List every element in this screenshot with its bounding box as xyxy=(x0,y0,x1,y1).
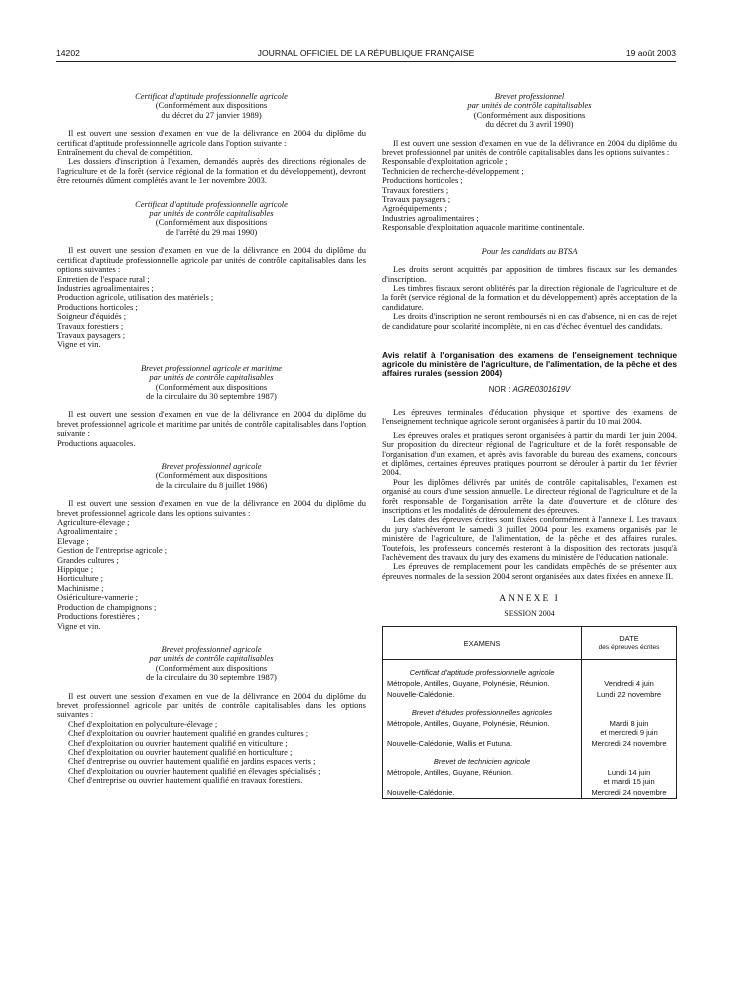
annexe-session: SESSION 2004 xyxy=(504,608,555,618)
column-header-date-line: des épreuves écrites xyxy=(598,644,660,652)
list-item: Travaux forestiers ; xyxy=(57,320,124,331)
column-header-exams: EXAMENS xyxy=(383,627,582,660)
date-cell: Mercredi 24 novembre xyxy=(591,788,667,798)
list-item: Entraînement du cheval de compétition. xyxy=(57,147,193,158)
list-item: Horticulture ; xyxy=(57,573,104,584)
nor-label: NOR : xyxy=(488,384,511,394)
section-subtitle: par unités de contrôle capitalisables xyxy=(467,100,592,111)
section-subtitle: par unités de contrôle capitalisables xyxy=(149,653,274,664)
section-btsa xyxy=(382,247,677,331)
column-header-date xyxy=(582,627,677,660)
date-cell xyxy=(582,767,677,787)
list-item: Gestion de l'entreprise agricole ; xyxy=(57,545,168,556)
exam-dates-table xyxy=(382,626,677,799)
list-item: Vigne et vin. xyxy=(57,620,101,631)
exam-cell: Nouvelle-Calédonie. xyxy=(383,787,582,799)
exam-cell: Métropole, Antilles, Guyane, Réunion. xyxy=(383,767,582,787)
list-item: Vigne et vin. xyxy=(57,339,101,350)
date-line: Lundi 14 juin xyxy=(607,768,651,778)
list-item: Production de champignons ; xyxy=(57,601,157,612)
table-row xyxy=(383,718,677,738)
section-subtitle: par unités de contrôle capitalisables xyxy=(149,372,274,383)
list-item: Hippique ; xyxy=(57,564,94,575)
paragraph: Les épreuves orales et pratiques seront organisées à partir du mardi 1er juin 2004. Sur proposition du directeur régional de l'agriculture et de la forêt responsable de l'organisation d'un examen, et après avis favorable du bureau des examens, concours et diplômes, certaines épreuves pratiques pourront se dérouler à partir du 1er février 2004. xyxy=(382,429,677,478)
page-number: 14202 xyxy=(56,48,80,58)
paragraph: Pour les diplômes délivrés par unités de contrôle capitalisables, l'examen est organisé au cours d'une session annuelle. Le directeur régional de l'agriculture et de la forêt responsable de l'organisation arrête la date d'ouverture et de clôture des inscriptions et les modalités de déroulement des épreuves. xyxy=(382,476,677,516)
list-item: Productions forestières ; xyxy=(57,611,140,622)
section-conformity: (Conformément aux dispositions xyxy=(473,109,586,120)
list-item: Travaux paysagers ; xyxy=(57,329,126,340)
list-item: Chef d'exploitation en polyculture-élevage ; xyxy=(68,718,218,729)
list-item: Grandes cultures ; xyxy=(57,554,119,565)
paragraph: Il est ouvert une session d'examen en vue de la délivrance en 2004 du diplôme du brevet professionnel par unités de contrôle capitalisables dans les options suivantes : xyxy=(382,137,677,158)
paragraph: Les droits seront acquittés par apposition de timbres fiscaux sur les demandes d'inscription. xyxy=(382,264,677,284)
list-item: Productions horticoles ; xyxy=(57,301,138,312)
section-conformity: du décret du 27 janvier 1989) xyxy=(161,109,262,120)
nor-code: AGRE0301619V xyxy=(512,384,571,394)
list-item: Productions horticoles ; xyxy=(382,175,463,186)
section-conformity: de la circulaire du 30 septembre 1987) xyxy=(146,672,277,683)
list-item: Osiériculture-vannerie ; xyxy=(57,592,138,603)
section-title: Brevet professionnel xyxy=(494,91,565,101)
date-cell xyxy=(582,749,677,767)
list-item: Industries agroalimentaires ; xyxy=(57,282,154,293)
date-line: Mardi 8 juin xyxy=(609,719,649,729)
section-bp-maritime xyxy=(57,364,366,448)
date-line: et mercredi 9 juin xyxy=(600,728,658,738)
paragraph: Il est ouvert une session d'examen en vue de la délivrance en 2004 du diplôme du certificat d'aptitude professionnelle agricole dans l'option suivante : xyxy=(57,128,366,148)
paragraph: Il est ouvert une session d'examen en vue de la délivrance en 2004 du diplôme du brevet professionnel agricole par unités de contrôle capitalisables dans les options suivantes : xyxy=(57,690,366,720)
table-row xyxy=(383,749,677,767)
list-item: Industries agroalimentaires ; xyxy=(382,212,479,223)
table-row xyxy=(383,787,677,799)
section-conformity: de la circulaire du 30 septembre 1987) xyxy=(146,390,277,401)
section-cap-ucc xyxy=(57,200,366,350)
exam-cell: Métropole, Antilles, Guyane, Polynésie, Réunion. xyxy=(383,718,582,738)
list-item: Agroéquipements ; xyxy=(382,203,447,214)
nor-reference xyxy=(382,385,677,394)
paragraph: Il est ouvert une session d'examen en vue de la délivrance en 2004 du diplôme du brevet professionnel agricole dans les options suivantes : xyxy=(57,498,366,518)
list-item: Chef d'exploitation ou ouvrier hautement qualifié en grandes cultures ; xyxy=(68,728,309,739)
section-bp-agricole-ucc xyxy=(57,645,366,786)
date-cell xyxy=(582,718,677,738)
annexe-title: ANNEXE I xyxy=(499,594,560,605)
section-conformity: (Conformément aux dispositions xyxy=(155,470,268,481)
paragraph: Les droits d'inscription ne seront remboursés ni en cas d'absence, ni en cas de rejet de candidature pour scolarité incomplète, ni en cas d'échec éventuel des candidats. xyxy=(382,311,677,331)
list-item: Production agricole, utilisation des matériels ; xyxy=(57,292,214,303)
list-item: Technicien de recherche-développement ; xyxy=(382,165,524,176)
section-bp-ucc xyxy=(382,92,677,233)
list-item: Chef d'exploitation ou ouvrier hautement qualifié en horticulture ; xyxy=(68,746,293,757)
avis-section xyxy=(382,351,677,581)
list-item: Soigneur d'équidés ; xyxy=(57,311,127,322)
paragraph: Les épreuves de remplacement pour les candidats empêchés de se présenter aux épreuves normales de la session 2004 seront organisées aux dates fixées en annexe II. xyxy=(382,561,677,581)
section-subtitle: par unités de contrôle capitalisables xyxy=(149,208,274,219)
table-row xyxy=(383,700,677,718)
exam-cell: Nouvelle-Calédonie, Wallis et Futuna. xyxy=(383,738,582,749)
list-item: Chef d'entreprise ou ouvrier hautement qualifié en travaux forestiers. xyxy=(68,775,303,786)
section-bp-agricole xyxy=(57,462,366,631)
category-cell: Brevet d'études professionnelles agricoles xyxy=(383,700,582,718)
list-item: Responsable d'exploitation agricole ; xyxy=(382,156,508,167)
avis-title: Avis relatif à l'organisation des examens de l'enseignement technique agricole du ministère de l'agriculture, de l'alimentation, de la pêche et des affaires rurales (session 2004) xyxy=(382,349,677,379)
table-row xyxy=(383,738,677,749)
section-title: Brevet professionnel agricole et maritime xyxy=(140,362,282,373)
section-title: Certificat d'aptitude professionnelle agricole xyxy=(135,91,288,101)
section-conformity: (Conformément aux dispositions xyxy=(155,100,268,111)
table-header-row xyxy=(383,627,677,660)
list-item: Productions aquacoles. xyxy=(57,437,136,448)
section-cap-agricole xyxy=(57,92,366,186)
right-column xyxy=(382,92,677,799)
column-header-date-line: DATE xyxy=(619,634,639,644)
section-conformity: de la circulaire du 8 juillet 1986) xyxy=(155,479,268,490)
section-conformity: (Conformément aux dispositions xyxy=(155,381,268,392)
paragraph: Les épreuves terminales d'éducation physique et sportive des examens de l'enseignement technique agricole seront organisées à partir du 10 mai 2004. xyxy=(382,406,677,427)
list-item: Elevage ; xyxy=(57,535,89,546)
publication-date: 19 août 2003 xyxy=(625,48,676,58)
list-item: Agroalimentaire ; xyxy=(57,526,118,537)
annexe-section xyxy=(382,595,677,799)
paragraph: Les timbres fiscaux seront oblitérés par la direction régionale de l'agriculture et de la forêt (service régional de la formation et du développement) après acceptation de la candidature. xyxy=(382,282,677,312)
list-item: Responsable d'exploitation aquacole maritime continentale. xyxy=(382,222,585,233)
journal-title: JOURNAL OFFICIEL DE LA RÉPUBLIQUE FRANÇAISE xyxy=(257,48,475,58)
list-item: Agriculture-élevage ; xyxy=(57,517,130,528)
category-cell: Certificat d'aptitude professionnelle agricole xyxy=(383,660,582,679)
category-cell: Brevet de technicien agricole xyxy=(383,749,582,767)
exam-cell: Métropole, Antilles, Guyane, Polynésie, Réunion. xyxy=(383,678,582,689)
left-column xyxy=(57,92,366,786)
exam-cell: Nouvelle-Calédonie. xyxy=(383,689,582,700)
paragraph: Il est ouvert une session d'examen en vue de la délivrance en 2004 du diplôme du brevet professionnel agricole et maritime par unités de contrôle capitalisables dans l'option suivante : xyxy=(57,409,366,439)
list-item: Chef d'exploitation ou ouvrier hautement qualifié en élevages spécialisés ; xyxy=(68,765,321,776)
section-title: Brevet professionnel agricole xyxy=(161,461,262,471)
section-conformity: (Conformément aux dispositions xyxy=(155,662,268,673)
section-title: Pour les candidats au BTSA xyxy=(481,245,578,256)
table-row xyxy=(383,678,677,689)
list-item: Travaux forestiers ; xyxy=(382,184,449,195)
date-line: et mardi 15 juin xyxy=(603,777,655,787)
paragraph: Il est ouvert une session d'examen en vue de la délivrance en 2004 du diplôme du certificat d'aptitude professionnelle agricole par unités de contrôle capitalisables dans les options suivantes : xyxy=(57,245,366,275)
paragraph: Les dossiers d'inscription à l'examen, demandés auprès des directions régionales de l'agriculture et de la forêt (service régional de la formation et du développement), devront être retournés dûment complétés avant le 1er novembre 2003. xyxy=(57,156,366,186)
date-cell xyxy=(582,660,677,679)
header-rule xyxy=(56,61,676,62)
table-row xyxy=(383,767,677,787)
section-title: Certificat d'aptitude professionnelle agricole xyxy=(135,198,288,209)
date-cell: Mercredi 24 novembre xyxy=(591,739,667,749)
paragraph: Les dates des épreuves écrites sont fixées conformément à l'annexe I. Les travaux du jury s'achèveront le samedi 3 juillet 2004 pour les examens organisés par le ministère de l'agriculture, de l'alimentation, de la pêche et des affaires rurales. Toutefois, les professeurs concernés resteront à la disposition des rectorats jusqu'à l'achèvement des travaux du jury des examens du ministère de l'éducation nationale. xyxy=(382,514,677,563)
section-conformity: du décret du 3 avril 1990) xyxy=(485,119,574,130)
table-row xyxy=(383,689,677,700)
page-header xyxy=(56,48,676,62)
section-title: Brevet professionnel agricole xyxy=(161,643,262,654)
list-item: Chef d'entreprise ou ouvrier hautement qualifié en jardins espaces verts ; xyxy=(68,756,316,767)
list-item: Chef d'exploitation ou ouvrier hautement qualifié en viticulture ; xyxy=(68,737,288,748)
table-row xyxy=(383,660,677,679)
list-item: Travaux paysagers ; xyxy=(382,194,451,205)
date-cell: Lundi 22 novembre xyxy=(596,690,662,700)
date-cell xyxy=(582,700,677,718)
date-cell: Vendredi 4 juin xyxy=(604,679,654,689)
list-item: Machinisme ; xyxy=(57,582,104,593)
list-item: Entretien de l'espace rural ; xyxy=(57,273,150,284)
section-conformity: de l'arrêté du 29 mai 1990) xyxy=(165,226,258,237)
section-conformity: (Conformément aux dispositions xyxy=(155,217,268,228)
